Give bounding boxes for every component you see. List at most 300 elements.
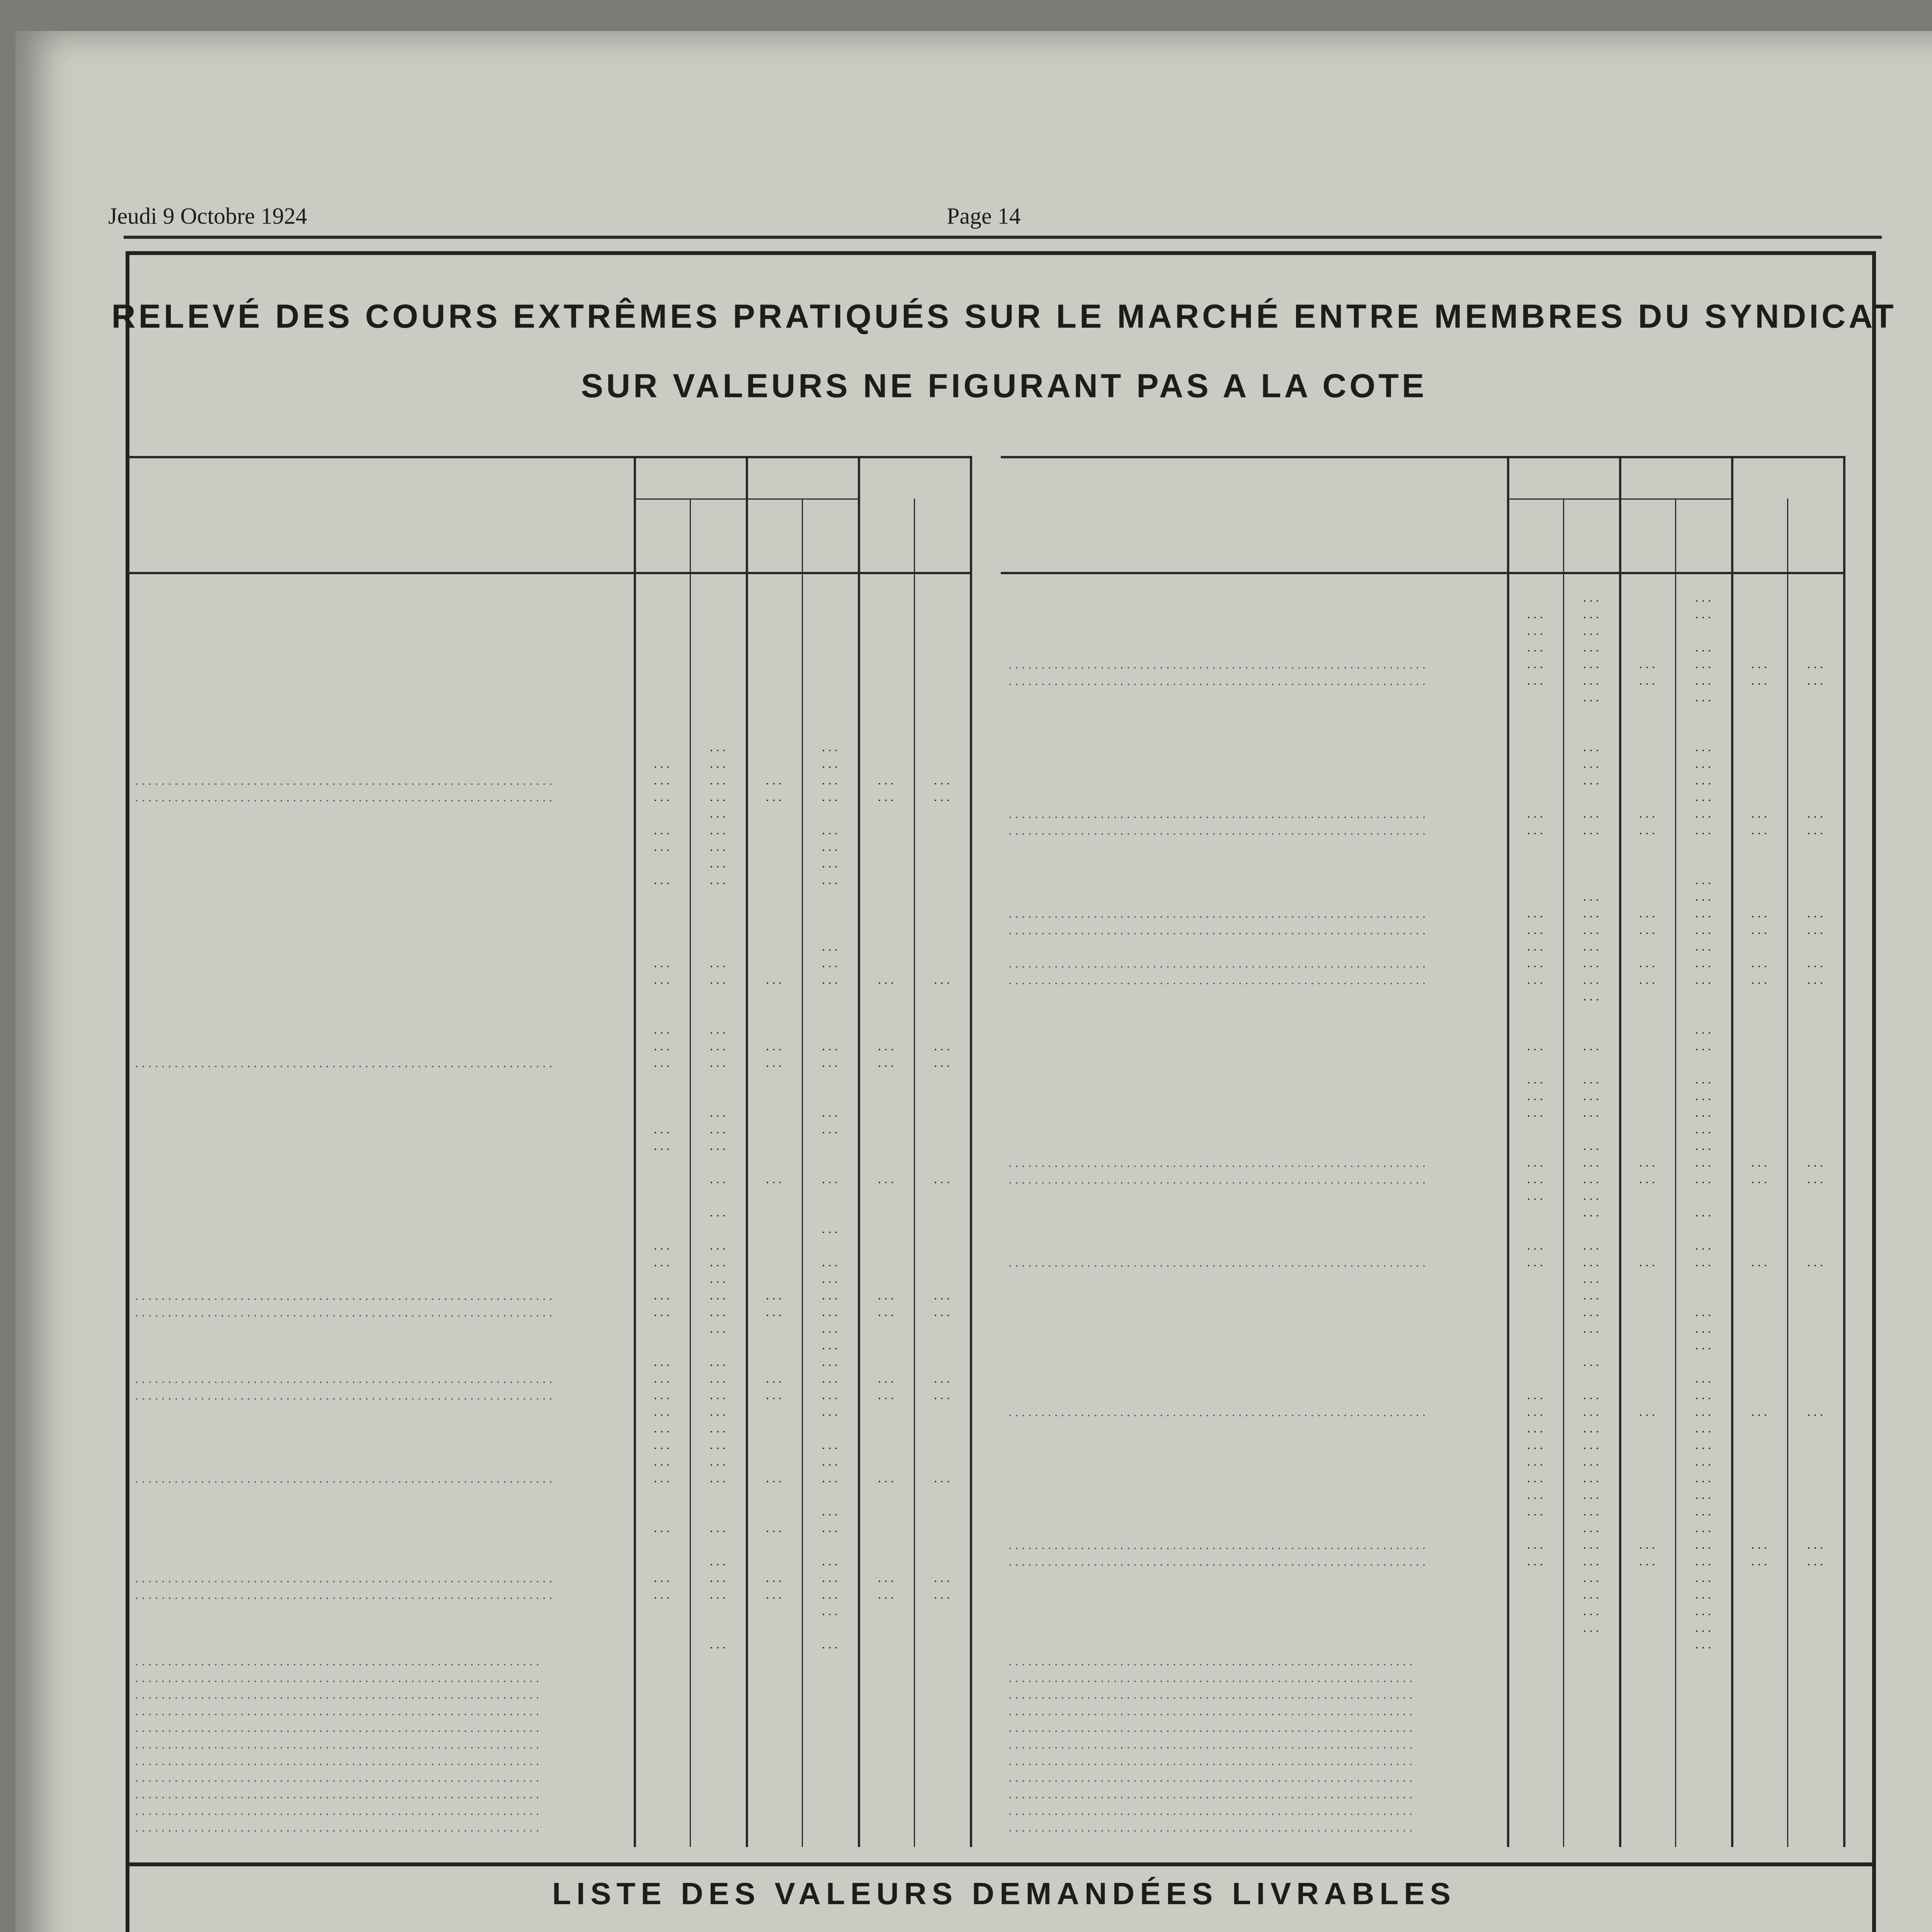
row-value: . . . [1807,956,1823,970]
row-value: . . . [1583,1422,1599,1435]
row-designation-empty: . . . . . . . . . . . . . . . . . . . . . . . . . . . . . . . . . . . . . . . . . . . . . . . . . . . . . . . . . . . . . . . . [1009,1555,1426,1569]
filler-row: . . . . . . . . . . . . . . . . . . . . . . . . . . . . . . . . . . . . . . . . . . . . . . . . . . . . . . . . . . . . . . [135,1821,539,1835]
row-designation-empty: . . . . . . . . . . . . . . . . . . . . . . . . . . . . . . . . . . . . . . . . . . . . . . . . . . . . . . . . . . . . . . . . [135,774,553,788]
row-value: . . . [1639,1255,1655,1269]
row-value: . . . [1583,1272,1599,1286]
row-value: . . . [1527,1471,1543,1485]
row-value: . . . [1583,807,1599,821]
row-designation-empty: . . . . . . . . . . . . . . . . . . . . . . . . . . . . . . . . . . . . . . . . . . . . . . . . . . . . . . . . . . . . . . . . [1009,957,1426,971]
row-value: . . . [653,790,670,804]
row-value: . . . [1639,956,1655,970]
row-value: . . . [709,1388,726,1402]
row-value: . . . [878,1056,894,1070]
liste-title: LISTE DES VALEURS DEMANDÉES LIVRABLES [552,1876,1456,1911]
row-value: . . . [709,1571,726,1585]
row-value: . . . [878,1571,894,1585]
row-value: . . . [821,1372,838,1386]
row-value: . . . [821,774,838,787]
row-value: . . . [821,1588,838,1602]
row-value: . . . [709,1172,726,1186]
row-value: . . . [1583,1322,1599,1336]
row-value: . . . [821,1039,838,1053]
row-value: . . . [1639,1538,1655,1552]
row-designation-empty: . . . . . . . . . . . . . . . . . . . . . . . . . . . . . . . . . . . . . . . . . . . . . . . . . . . . . . . . . . . . . . . . [135,1571,553,1585]
row-value: . . . [1583,757,1599,771]
row-value: . . . [765,1571,782,1585]
row-value: . . . [709,873,726,887]
row-value: . . . [653,1289,670,1303]
filler-row: . . . . . . . . . . . . . . . . . . . . . . . . . . . . . . . . . . . . . . . . . . . . . . . . . . . . . . . . . . . . . . [1009,1688,1413,1702]
row-value: . . . [1695,1388,1711,1402]
filler-row: . . . . . . . . . . . . . . . . . . . . . . . . . . . . . . . . . . . . . . . . . . . . . . . . . . . . . . . . . . . . . . [135,1787,539,1801]
row-value: . . . [1695,1039,1711,1053]
row-value: . . . [821,1106,838,1120]
row-value: . . . [709,1305,726,1319]
row-value: . . . [1807,1538,1823,1552]
row-value: . . . [1695,1538,1711,1552]
row-value: . . . [1583,774,1599,787]
table-header-rule [1001,572,1843,574]
filler-row: . . . . . . . . . . . . . . . . . . . . . . . . . . . . . . . . . . . . . . . . . . . . . . . . . . . . . . . . . . . . . . [1009,1804,1413,1818]
row-value: . . . [1751,923,1767,937]
row-value: . . . [709,1023,726,1037]
row-designation-empty: . . . . . . . . . . . . . . . . . . . . . . . . . . . . . . . . . . . . . . . . . . . . . . . . . . . . . . . . . . . . . . . . [135,1389,553,1403]
row-value: . . . [709,857,726,871]
row-value: . . . [709,1455,726,1469]
row-value: . . . [765,1388,782,1402]
row-value: . . . [1695,1638,1711,1651]
row-value: . . . [1639,657,1655,671]
row-value: . . . [1695,1139,1711,1153]
row-value: . . . [1583,1039,1599,1053]
row-value: . . . [709,807,726,821]
row-value: . . . [709,1422,726,1435]
row-value: . . . [1807,807,1823,821]
row-value: . . . [1751,1538,1767,1552]
row-value: . . . [765,1305,782,1319]
row-value: . . . [1807,923,1823,937]
row-value: . . . [1527,1505,1543,1519]
row-value: . . . [821,740,838,754]
row-value: . . . [765,1588,782,1602]
row-value: . . . [709,1405,726,1419]
row-value: . . . [1751,1172,1767,1186]
row-value: . . . [1751,973,1767,987]
row-value: . . . [709,1355,726,1369]
row-value: . . . [1639,1405,1655,1419]
row-value: . . . [709,1139,726,1153]
row-value: . . . [1695,740,1711,754]
row-value: . . . [1527,1039,1543,1053]
row-value: . . . [1807,1156,1823,1170]
row-value: . . . [1695,1073,1711,1087]
row-value: . . . [1695,1571,1711,1585]
filler-row: . . . . . . . . . . . . . . . . . . . . . . . . . . . . . . . . . . . . . . . . . . . . . . . . . . . . . . . . . . . . . . [1009,1671,1413,1685]
row-value: . . . [821,1056,838,1070]
row-value: . . . [653,1571,670,1585]
row-value: . . . [1583,1172,1599,1186]
row-value: . . . [1583,1106,1599,1120]
row-value: . . . [765,790,782,804]
row-value: . . . [709,1471,726,1485]
row-value: . . . [1583,1355,1599,1369]
row-value: . . . [709,1255,726,1269]
row-value: . . . [1695,690,1711,704]
row-value: . . . [653,774,670,787]
row-value: . . . [1695,757,1711,771]
row-value: . . . [1695,1405,1711,1419]
filler-row: . . . . . . . . . . . . . . . . . . . . . . . . . . . . . . . . . . . . . . . . . . . . . . . . . . . . . . . . . . . . . . [1009,1754,1413,1768]
row-value: . . . [1807,1554,1823,1568]
table-header-rule [128,572,970,574]
row-value: . . . [1807,1172,1823,1186]
row-value: . . . [934,1289,950,1303]
row-value: . . . [1807,1255,1823,1269]
row-value: . . . [1583,1505,1599,1519]
row-value: . . . [878,1305,894,1319]
row-value: . . . [934,1172,950,1186]
row-value: . . . [821,1338,838,1352]
row-designation-empty: . . . . . . . . . . . . . . . . . . . . . . . . . . . . . . . . . . . . . . . . . . . . . . . . . . . . . . . . . . . . . . . . [1009,1256,1426,1270]
filler-row: . . . . . . . . . . . . . . . . . . . . . . . . . . . . . . . . . . . . . . . . . . . . . . . . . . . . . . . . . . . . . . [1009,1771,1413,1785]
row-value: . . . [1583,1621,1599,1635]
row-value: . . . [1695,1438,1711,1452]
row-value: . . . [878,973,894,987]
row-value: . . . [1527,1388,1543,1402]
row-value: . . . [1527,1106,1543,1120]
row-value: . . . [1695,591,1711,605]
row-value: . . . [1527,1438,1543,1452]
row-value: . . . [1695,1471,1711,1485]
row-value: . . . [1695,1588,1711,1602]
row-value: . . . [1527,940,1543,954]
row-value: . . . [934,1571,950,1585]
filler-row: . . . . . . . . . . . . . . . . . . . . . . . . . . . . . . . . . . . . . . . . . . . . . . . . . . . . . . . . . . . . . . [1009,1704,1413,1718]
row-value: . . . [1583,1388,1599,1402]
row-value: . . . [709,1638,726,1651]
row-value: . . . [1527,657,1543,671]
row-value: . . . [709,1272,726,1286]
row-value: . . . [1695,1488,1711,1502]
row-value: . . . [1527,973,1543,987]
row-value: . . . [821,1604,838,1618]
row-value: . . . [653,823,670,837]
filler-row: . . . . . . . . . . . . . . . . . . . . . . . . . . . . . . . . . . . . . . . . . . . . . . . . . . . . . . . . . . . . . . [135,1688,539,1702]
row-value: . . . [1751,1255,1767,1269]
row-value: . . . [934,774,950,787]
row-value: . . . [1695,873,1711,887]
row-value: . . . [765,1471,782,1485]
row-value: . . . [653,1355,670,1369]
row-value: . . . [765,1289,782,1303]
row-value: . . . [1695,657,1711,671]
row-designation-empty: . . . . . . . . . . . . . . . . . . . . . . . . . . . . . . . . . . . . . . . . . . . . . . . . . . . . . . . . . . . . . . . . [1009,973,1426,987]
row-value: . . . [821,1455,838,1469]
row-value: . . . [1583,1405,1599,1419]
row-value: . . . [1583,740,1599,754]
row-value: . . . [653,1422,670,1435]
row-value: . . . [1639,1554,1655,1568]
row-value: . . . [1751,1554,1767,1568]
row-value: . . . [934,1372,950,1386]
row-value: . . . [1695,1106,1711,1120]
row-value: . . . [1583,1455,1599,1469]
row-designation-empty: . . . . . . . . . . . . . . . . . . . . . . . . . . . . . . . . . . . . . . . . . . . . . . . . . . . . . . . . . . . . . . . . [135,1306,553,1320]
row-value: . . . [1583,906,1599,920]
row-value: . . . [1527,1538,1543,1552]
row-value: . . . [821,1438,838,1452]
row-designation-empty: . . . . . . . . . . . . . . . . . . . . . . . . . . . . . . . . . . . . . . . . . . . . . . . . . . . . . . . . . . . . . . . . [1009,907,1426,921]
row-value: . . . [878,1172,894,1186]
row-value: . . . [653,1388,670,1402]
row-value: . . . [1583,1089,1599,1103]
row-value: . . . [821,1305,838,1319]
table-group-rule [1507,498,1731,500]
row-value: . . . [1583,1239,1599,1253]
row-value: . . . [653,1239,670,1253]
row-value: . . . [1695,607,1711,621]
row-designation-empty: . . . . . . . . . . . . . . . . . . . . . . . . . . . . . . . . . . . . . . . . . . . . . . . . . . . . . . . . . . . . . . . . [135,791,553,804]
row-value: . . . [765,1172,782,1186]
row-value: . . . [1695,774,1711,787]
row-value: . . . [821,1222,838,1236]
row-value: . . . [1695,1023,1711,1037]
row-value: . . . [821,1172,838,1186]
row-value: . . . [1695,973,1711,987]
releve-title-line2: SUR VALEURS NE FIGURANT PAS A LA COTE [581,367,1427,405]
row-designation-empty: . . . . . . . . . . . . . . . . . . . . . . . . . . . . . . . . . . . . . . . . . . . . . . . . . . . . . . . . . . . . . . . . [1009,1173,1426,1187]
row-value: . . . [709,1588,726,1602]
row-value: . . . [821,1521,838,1535]
filler-row: . . . . . . . . . . . . . . . . . . . . . . . . . . . . . . . . . . . . . . . . . . . . . . . . . . . . . . . . . . . . . . [135,1721,539,1735]
row-value: . . . [821,956,838,970]
row-value: . . . [653,1056,670,1070]
row-value: . . . [1639,923,1655,937]
row-value: . . . [934,1588,950,1602]
filler-row: . . . . . . . . . . . . . . . . . . . . . . . . . . . . . . . . . . . . . . . . . . . . . . . . . . . . . . . . . . . . . . [135,1804,539,1818]
row-value: . . . [765,1039,782,1053]
row-value: . . . [821,1571,838,1585]
row-value: . . . [1695,1239,1711,1253]
row-value: . . . [1695,1372,1711,1386]
row-value: . . . [1639,1172,1655,1186]
table-top-rule [128,456,970,458]
row-value: . . . [653,1455,670,1469]
row-value: . . . [1583,1255,1599,1269]
row-value: . . . [1527,923,1543,937]
row-value: . . . [1807,973,1823,987]
filler-row: . . . . . . . . . . . . . . . . . . . . . . . . . . . . . . . . . . . . . . . . . . . . . . . . . . . . . . . . . . . . . . [1009,1738,1413,1752]
row-value: . . . [1583,1189,1599,1203]
row-value: . . . [1695,674,1711,688]
row-value: . . . [1807,657,1823,671]
header-rule [124,236,1882,239]
row-value: . . . [1583,1471,1599,1485]
row-value: . . . [1527,1073,1543,1087]
row-value: . . . [1527,1455,1543,1469]
header-date: Jeudi 9 Octobre 1924 [108,203,307,229]
row-value: . . . [1695,906,1711,920]
row-value: . . . [934,1305,950,1319]
row-value: . . . [653,956,670,970]
row-value: . . . [709,1322,726,1336]
row-value: . . . [709,757,726,771]
row-value: . . . [1695,1505,1711,1519]
row-value: . . . [709,1521,726,1535]
row-value: . . . [1695,1604,1711,1618]
table-column-rule [970,456,972,1847]
row-value: . . . [709,1206,726,1219]
row-value: . . . [709,1122,726,1136]
row-value: . . . [934,790,950,804]
row-value: . . . [709,1372,726,1386]
row-value: . . . [765,1372,782,1386]
row-value: . . . [653,1405,670,1419]
row-value: . . . [709,1438,726,1452]
row-value: . . . [709,956,726,970]
row-value: . . . [1639,973,1655,987]
filler-row: . . . . . . . . . . . . . . . . . . . . . . . . . . . . . . . . . . . . . . . . . . . . . . . . . . . . . . . . . . . . . . [135,1771,539,1785]
row-value: . . . [653,1122,670,1136]
row-value: . . . [1751,956,1767,970]
row-value: . . . [653,1471,670,1485]
row-value: . . . [878,1588,894,1602]
row-value: . . . [765,1056,782,1070]
row-value: . . . [1527,641,1543,655]
row-value: . . . [1583,1206,1599,1219]
row-designation-empty: . . . . . . . . . . . . . . . . . . . . . . . . . . . . . . . . . . . . . . . . . . . . . . . . . . . . . . . . . . . . . . . . [135,1472,553,1486]
row-value: . . . [1583,657,1599,671]
row-value: . . . [1639,674,1655,688]
filler-row: . . . . . . . . . . . . . . . . . . . . . . . . . . . . . . . . . . . . . . . . . . . . . . . . . . . . . . . . . . . . . . [1009,1821,1413,1835]
row-value: . . . [653,840,670,854]
row-value: . . . [1583,690,1599,704]
row-value: . . . [1695,807,1711,821]
row-value: . . . [878,1471,894,1485]
row-value: . . . [709,790,726,804]
row-value: . . . [1751,674,1767,688]
row-value: . . . [1807,674,1823,688]
table-column-rule [746,456,748,1847]
row-value: . . . [1583,624,1599,638]
row-value: . . . [1527,823,1543,837]
row-value: . . . [821,1405,838,1419]
row-value: . . . [821,1255,838,1269]
row-value: . . . [821,790,838,804]
row-value: . . . [709,1039,726,1053]
row-value: . . . [1751,657,1767,671]
row-value: . . . [934,1471,950,1485]
row-value: . . . [1527,906,1543,920]
row-value: . . . [1695,1206,1711,1219]
row-value: . . . [821,1388,838,1402]
row-value: . . . [1583,607,1599,621]
row-value: . . . [709,1106,726,1120]
row-value: . . . [1527,1156,1543,1170]
row-value: . . . [1583,990,1599,1003]
row-value: . . . [1583,1156,1599,1170]
row-value: . . . [821,1505,838,1519]
row-value: . . . [821,757,838,771]
row-value: . . . [821,857,838,871]
row-value: . . . [653,1588,670,1602]
row-value: . . . [1527,1089,1543,1103]
row-value: . . . [709,840,726,854]
row-value: . . . [878,1039,894,1053]
row-value: . . . [821,1289,838,1303]
row-value: . . . [709,973,726,987]
row-designation-empty: . . . . . . . . . . . . . . . . . . . . . . . . . . . . . . . . . . . . . . . . . . . . . . . . . . . . . . . . . . . . . . . . [135,1372,553,1386]
row-value: . . . [1527,1255,1543,1269]
row-value: . . . [1695,823,1711,837]
row-value: . . . [1583,1289,1599,1303]
row-value: . . . [934,1039,950,1053]
row-value: . . . [821,823,838,837]
row-value: . . . [1583,641,1599,655]
row-value: . . . [1695,1156,1711,1170]
row-value: . . . [1583,674,1599,688]
row-value: . . . [934,1388,950,1402]
row-value: . . . [1639,823,1655,837]
row-value: . . . [821,1638,838,1651]
row-value: . . . [821,1322,838,1336]
row-designation-empty: . . . . . . . . . . . . . . . . . . . . . . . . . . . . . . . . . . . . . . . . . . . . . . . . . . . . . . . . . . . . . . . . [135,1588,553,1602]
row-designation-empty: . . . . . . . . . . . . . . . . . . . . . . . . . . . . . . . . . . . . . . . . . . . . . . . . . . . . . . . . . . . . . . . . [135,1056,553,1070]
row-value: . . . [1695,1521,1711,1535]
row-value: . . . [1527,1405,1543,1419]
row-value: . . . [878,774,894,787]
row-value: . . . [1527,1422,1543,1435]
row-value: . . . [821,1554,838,1568]
row-value: . . . [1527,1488,1543,1502]
row-value: . . . [1695,1554,1711,1568]
row-value: . . . [1695,1322,1711,1336]
row-value: . . . [709,1056,726,1070]
row-designation-empty: . . . . . . . . . . . . . . . . . . . . . . . . . . . . . . . . . . . . . . . . . . . . . . . . . . . . . . . . . . . . . . . . [1009,923,1426,937]
filler-row: . . . . . . . . . . . . . . . . . . . . . . . . . . . . . . . . . . . . . . . . . . . . . . . . . . . . . . . . . . . . . . [1009,1655,1413,1668]
row-value: . . . [1527,1239,1543,1253]
row-value: . . . [1527,956,1543,970]
row-value: . . . [1639,807,1655,821]
filler-row: . . . . . . . . . . . . . . . . . . . . . . . . . . . . . . . . . . . . . . . . . . . . . . . . . . . . . . . . . . . . . . [135,1754,539,1768]
row-value: . . . [1695,790,1711,804]
row-value: . . . [1527,624,1543,638]
row-value: . . . [709,1289,726,1303]
row-value: . . . [1583,923,1599,937]
row-value: . . . [1751,1156,1767,1170]
row-designation-empty: . . . . . . . . . . . . . . . . . . . . . . . . . . . . . . . . . . . . . . . . . . . . . . . . . . . . . . . . . . . . . . . . [1009,1405,1426,1419]
row-value: . . . [709,823,726,837]
row-value: . . . [1751,1405,1767,1419]
row-value: . . . [653,1255,670,1269]
row-designation-empty: . . . . . . . . . . . . . . . . . . . . . . . . . . . . . . . . . . . . . . . . . . . . . . . . . . . . . . . . . . . . . . . . [1009,658,1426,672]
filler-row: . . . . . . . . . . . . . . . . . . . . . . . . . . . . . . . . . . . . . . . . . . . . . . . . . . . . . . . . . . . . . . [1009,1787,1413,1801]
row-designation-empty: . . . . . . . . . . . . . . . . . . . . . . . . . . . . . . . . . . . . . . . . . . . . . . . . . . . . . . . . . . . . . . . . [135,1289,553,1303]
row-value: . . . [1583,1305,1599,1319]
row-value: . . . [1583,940,1599,954]
filler-row: . . . . . . . . . . . . . . . . . . . . . . . . . . . . . . . . . . . . . . . . . . . . . . . . . . . . . . . . . . . . . . [135,1655,539,1668]
row-value: . . . [1527,1172,1543,1186]
row-designation-empty: . . . . . . . . . . . . . . . . . . . . . . . . . . . . . . . . . . . . . . . . . . . . . . . . . . . . . . . . . . . . . . . . [1009,674,1426,688]
releve-title-line1: RELEVÉ DES COURS EXTRÊMES PRATIQUÉS SUR LE MARCHÉ ENTRE MEMBRES DU SYNDICAT [111,298,1897,335]
row-value: . . . [1583,823,1599,837]
row-designation-empty: . . . . . . . . . . . . . . . . . . . . . . . . . . . . . . . . . . . . . . . . . . . . . . . . . . . . . . . . . . . . . . . . [1009,1156,1426,1170]
header-page: Page 14 [947,203,1021,229]
row-value: . . . [1695,641,1711,655]
row-value: . . . [1527,674,1543,688]
row-value: . . . [1583,890,1599,904]
filler-row: . . . . . . . . . . . . . . . . . . . . . . . . . . . . . . . . . . . . . . . . . . . . . . . . . . . . . . . . . . . . . . [135,1738,539,1752]
